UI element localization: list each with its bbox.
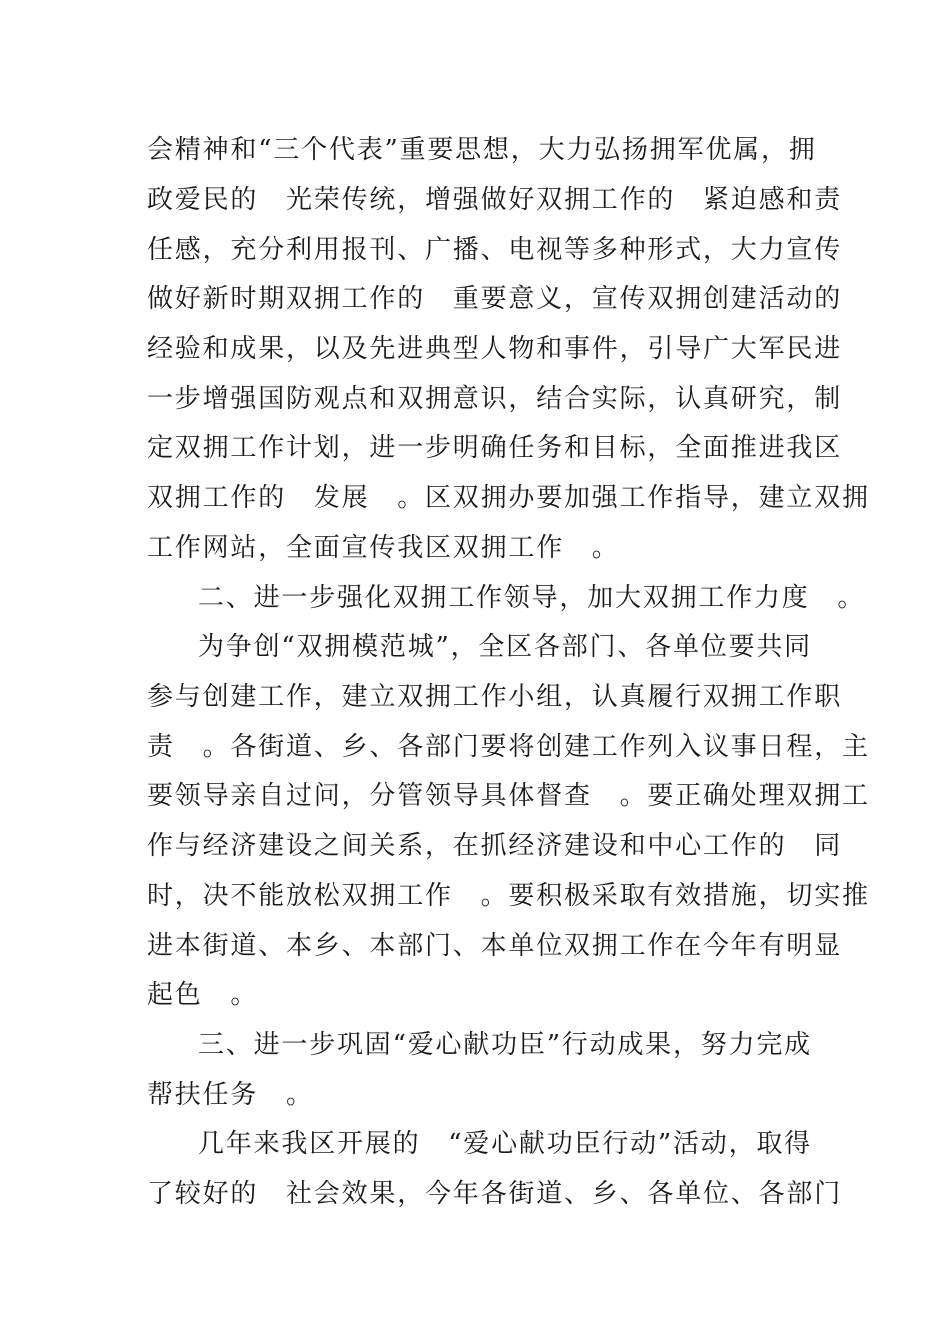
text-line: 政爱民的 光荣传统，增强做好双拥工作的 紧迫感和责	[147, 185, 843, 215]
text-line: 帮扶任务 。	[147, 1080, 314, 1110]
text-line: 作与经济建设之间关系，在抓经济建设和中心工作的 同	[147, 831, 843, 861]
text-line: 为争创“双拥模范城”，全区各部门、各单位要共同	[198, 632, 812, 662]
text-line: 时，决不能放松双拥工作 。要积极采取有效措施，切实推	[147, 881, 870, 911]
text-line: 起色 。	[147, 980, 259, 1010]
text-line: 任感，充分利用报刊、广播、电视等多种形式，大力宣传	[147, 235, 843, 265]
text-line: 定双拥工作计划，进一步明确任务和目标，全面推进我区	[147, 433, 843, 463]
section-heading: 二、进一步强化双拥工作领导，加大双拥工作力度 。	[198, 583, 866, 613]
text-line: 一步增强国防观点和双拥意识，结合实际，认真研究，制	[147, 384, 843, 414]
text-line: 工作网站，全面宣传我区双拥工作 。	[147, 533, 620, 563]
text-line: 了较好的 社会效果，今年各街道、乡、各单位、各部门	[147, 1179, 843, 1209]
text-line: 参与创建工作，建立双拥工作小组，认真履行双拥工作职	[147, 682, 843, 712]
text-line: 几年来我区开展的 “爱心献功臣行动”活动，取得	[198, 1129, 812, 1159]
text-line: 双拥工作的 发展 。区双拥办要加强工作指导，建立双拥	[147, 483, 870, 513]
text-line: 要领导亲自过问，分管领导具体督查 。要正确处理双拥工	[147, 781, 870, 811]
text-line: 做好新时期双拥工作的 重要意义，宣传双拥创建活动的	[147, 284, 843, 314]
text-line: 会精神和“三个代表”重要思想，大力弘扬拥军优属，拥	[147, 135, 817, 165]
text-line: 经验和成果，以及先进典型人物和事件，引导广大军民进	[147, 334, 843, 364]
text-line: 进本街道、本乡、本部门、本单位双拥工作在今年有明显	[147, 931, 843, 961]
section-heading: 三、进一步巩固“爱心献功臣”行动成果，努力完成	[198, 1030, 812, 1060]
text-line: 责 。各街道、乡、各部门要将创建工作列入议事日程，主	[147, 732, 870, 762]
